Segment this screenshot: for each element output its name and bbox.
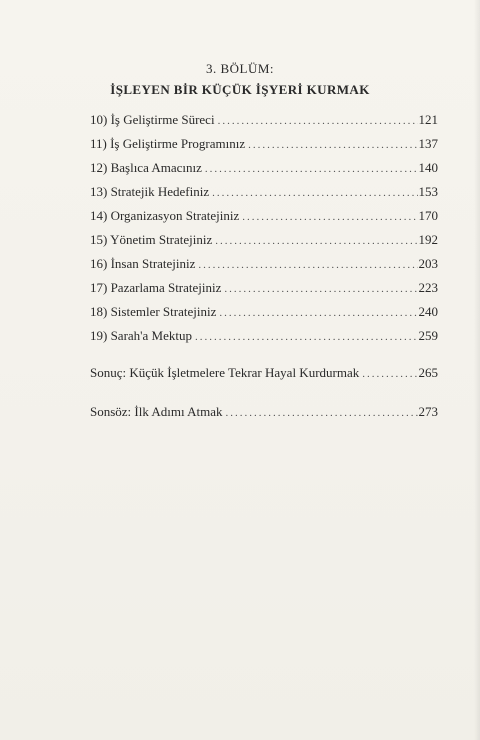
toc-entry-page: 170 (418, 208, 438, 223)
toc-entry-page: 192 (418, 232, 438, 247)
toc-entry-label: 10) İş Geliştirme Süreci (90, 112, 215, 127)
spacer (90, 348, 438, 361)
chapter-title: İŞLEYEN BİR KÜÇÜK İŞYERİ KURMAK (110, 82, 370, 97)
toc-entry (90, 324, 438, 348)
spacer (90, 385, 438, 400)
leader-dots (242, 205, 417, 229)
toc-entry-label: Sonuç: Küçük İşletmelere Tekrar Hayal Kurdurmak (90, 365, 360, 380)
leader-dots (195, 325, 418, 349)
toc-entry-page: 140 (418, 160, 438, 175)
leader-dots (226, 401, 418, 425)
toc-entry (90, 276, 438, 300)
leader-dots (198, 253, 417, 277)
toc-entry-label: Sonsöz: İlk Adımı Atmak (90, 404, 223, 419)
leader-dots (205, 157, 418, 181)
toc-entry (90, 204, 438, 228)
toc-entry-page: 121 (418, 112, 438, 127)
toc-entry-page: 259 (418, 328, 438, 343)
toc-closing-entry (90, 361, 438, 385)
toc-entry-page: 240 (418, 304, 438, 319)
toc-entry-label: 18) Sistemler Stratejiniz (90, 304, 217, 319)
leader-dots (219, 301, 417, 325)
toc-entry-label: 16) İnsan Stratejiniz (90, 256, 196, 271)
toc-entry-page: 203 (418, 256, 438, 271)
leader-dots (212, 181, 417, 205)
toc-entry (90, 156, 438, 180)
leader-dots (362, 362, 417, 386)
toc-entry-page: 273 (418, 404, 438, 419)
toc-entry-label: 12) Başlıca Amacınız (90, 160, 202, 175)
toc-entry (90, 180, 438, 204)
toc-entry (90, 252, 438, 276)
table-of-contents (90, 108, 438, 424)
toc-entry-label: 13) Stratejik Hedefiniz (90, 184, 210, 199)
toc-entry (90, 108, 438, 132)
toc-entry-page: 153 (418, 184, 438, 199)
toc-entry (90, 300, 438, 324)
toc-entry-page: 265 (418, 365, 438, 380)
chapter-number: 3. BÖLÜM: (205, 61, 275, 76)
leader-dots (248, 133, 417, 157)
toc-entry-label: 11) İş Geliştirme Programınız (90, 136, 246, 151)
toc-entry-label: 15) Yönetim Stratejiniz (90, 232, 213, 247)
toc-entry-page: 137 (418, 136, 438, 151)
page-edge-shadow (474, 0, 480, 740)
leader-dots (224, 277, 417, 301)
toc-entry (90, 228, 438, 252)
toc-entry (90, 132, 438, 156)
toc-entry-page: 223 (418, 280, 438, 295)
toc-entry-label: 19) Sarah'a Mektup (90, 328, 192, 343)
toc-entry-label: 14) Organizasyon Stratejiniz (90, 208, 240, 223)
leader-dots (218, 109, 418, 133)
toc-entry-label: 17) Pazarlama Stratejiniz (90, 280, 222, 295)
chapter-header (0, 60, 480, 99)
leader-dots (215, 229, 417, 253)
toc-closing-entry (90, 400, 438, 424)
